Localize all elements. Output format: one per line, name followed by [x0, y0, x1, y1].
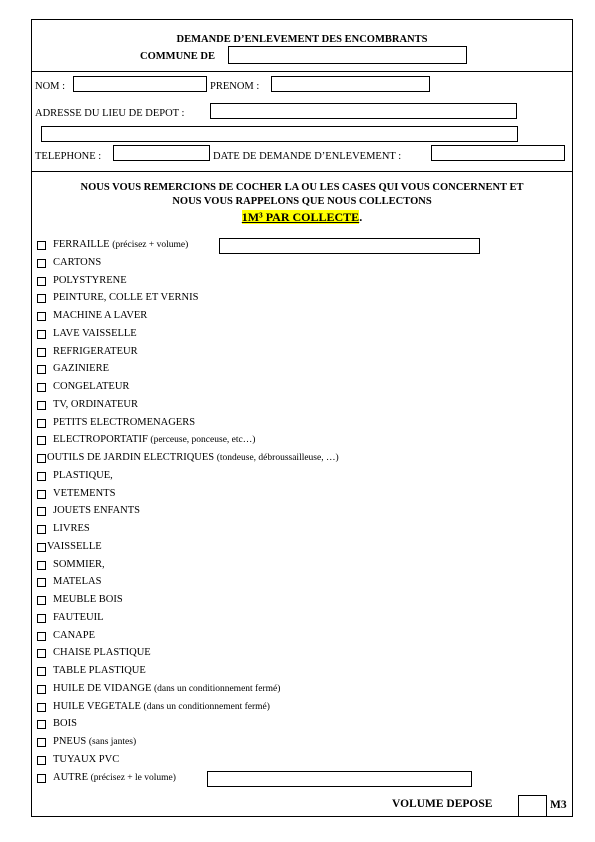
item-note: (perceuse, ponceuse, etc…) — [150, 435, 256, 446]
item-note: (précisez + volume) — [112, 240, 189, 250]
item-label-text: PLASTIQUE, — [53, 469, 113, 481]
item-label — [53, 630, 95, 641]
item-label — [53, 363, 109, 374]
item-label — [53, 381, 129, 392]
item-note: (dans un conditionnement fermé) — [154, 683, 281, 694]
item-label-text: AUTRE — [53, 771, 88, 783]
form-title: DEMANDE D’ENLEVEMENT DES ENCOMBRANTS — [176, 34, 428, 45]
identity-divider — [31, 171, 573, 172]
telephone-label: TELEPHONE : — [35, 151, 102, 162]
date-field[interactable] — [431, 145, 565, 161]
item-label-text: SOMMIER, — [53, 558, 105, 570]
item-label — [53, 683, 280, 694]
item-checkbox[interactable] — [37, 401, 46, 410]
item-checkbox[interactable] — [37, 490, 46, 499]
item-label — [53, 505, 140, 516]
item-label-text: CONGELATEUR — [53, 381, 130, 392]
collection-limit — [31, 210, 573, 225]
item-label — [53, 772, 176, 783]
item-label-text: LAVE VAISSELLE — [53, 327, 137, 339]
item-label — [53, 470, 113, 481]
item-checkbox[interactable] — [37, 543, 46, 552]
item-label — [53, 275, 127, 286]
item-label — [53, 559, 105, 570]
item-label — [53, 523, 90, 534]
item-label-text: GAZINIERE — [53, 363, 109, 375]
item-checkbox[interactable] — [37, 259, 46, 268]
item-checkbox[interactable] — [37, 383, 46, 392]
item-label-text: CANAPE — [53, 629, 96, 641]
item-label-text: TV, ORDINATEUR — [53, 398, 138, 410]
item-checkbox[interactable] — [37, 472, 46, 481]
item-checkbox[interactable] — [37, 277, 46, 286]
item-label — [53, 754, 119, 765]
instructions-line2: NOUS VOUS RAPPELONS QUE NOUS COLLECTONS — [172, 196, 432, 207]
item-checkbox[interactable] — [37, 436, 46, 445]
item-checkbox[interactable] — [37, 632, 46, 641]
item-label-text: PETITS ELECTROMENAGERS — [53, 416, 196, 428]
item-checkbox[interactable] — [37, 241, 46, 250]
item-label — [53, 488, 115, 499]
item-checkbox[interactable] — [37, 685, 46, 694]
item-label-text: FAUTEUIL — [53, 611, 104, 623]
item-checkbox[interactable] — [37, 596, 46, 605]
collection-limit-period: . — [359, 210, 363, 224]
item-checkbox[interactable] — [37, 578, 46, 587]
volume-unit: M3 — [550, 799, 567, 811]
item-label-text: CHAISE PLASTIQUE — [53, 647, 151, 659]
item-checkbox[interactable] — [37, 667, 46, 676]
item-label-text: POLYSTYRENE — [53, 274, 127, 286]
item-label-text: VAISSELLE — [47, 540, 102, 552]
item-note: (sans jantes) — [88, 737, 137, 747]
item-label — [53, 328, 137, 339]
commune-label: COMMUNE DE — [140, 51, 215, 62]
item-label — [47, 541, 102, 552]
item-checkbox[interactable] — [37, 454, 46, 463]
item-checkbox[interactable] — [37, 703, 46, 712]
item-checkbox[interactable] — [37, 649, 46, 658]
item-note: (précisez + le volume) — [90, 772, 176, 783]
item-label — [53, 736, 136, 747]
item-label-text: PNEUS — [53, 736, 87, 747]
item-label-text: FERRAILLE — [53, 239, 110, 250]
item-label — [53, 399, 138, 410]
item-label-text: PEINTURE, COLLE ET VERNIS — [53, 292, 199, 304]
item-label — [53, 346, 138, 357]
item-label-text: TABLE PLASTIQUE — [53, 665, 146, 676]
item-label-text: MEUBLE BOIS — [53, 594, 123, 605]
item-label-text: REFRIGERATEUR — [53, 345, 138, 357]
item-checkbox[interactable] — [37, 348, 46, 357]
item-detail-field[interactable] — [219, 238, 480, 254]
item-detail-field[interactable] — [207, 771, 472, 787]
item-label-text: BOIS — [53, 718, 77, 730]
item-note: (tondeuse, débroussailleuse, …) — [216, 453, 339, 463]
volume-field[interactable] — [518, 795, 547, 817]
item-checkbox[interactable] — [37, 756, 46, 765]
instructions-line1: NOUS VOUS REMERCIONS DE COCHER LA OU LES CASES QUI VOUS CONCERNENT ET — [80, 182, 524, 193]
item-label — [53, 257, 101, 268]
item-checkbox[interactable] — [37, 419, 46, 428]
prenom-field[interactable] — [271, 76, 430, 92]
item-label — [53, 647, 151, 658]
item-label — [53, 239, 188, 250]
commune-field[interactable] — [228, 46, 467, 64]
telephone-field[interactable] — [113, 145, 210, 161]
adresse-field[interactable] — [210, 103, 517, 119]
item-label — [53, 665, 146, 676]
collection-limit-highlight: 1M³ PAR COLLECTE — [241, 210, 360, 224]
item-label — [53, 701, 270, 712]
item-label-text: LIVRES — [53, 523, 90, 534]
item-label — [53, 434, 255, 445]
item-label — [53, 612, 104, 623]
nom-label: NOM : — [35, 81, 66, 92]
item-checkbox[interactable] — [37, 774, 46, 783]
item-label — [53, 718, 77, 729]
item-checkbox[interactable] — [37, 614, 46, 623]
item-label-text: HUILE VEGETALE — [53, 700, 141, 712]
item-checkbox[interactable] — [37, 294, 46, 303]
item-label-text: OUTILS DE JARDIN ELECTRIQUES — [47, 452, 215, 463]
header-divider — [31, 71, 573, 72]
item-checkbox[interactable] — [37, 330, 46, 339]
item-checkbox[interactable] — [37, 720, 46, 729]
item-label — [53, 310, 147, 321]
item-label-text: ELECTROPORTATIF — [53, 434, 148, 446]
item-note: (dans un conditionnement fermé) — [143, 701, 270, 712]
item-label — [53, 292, 198, 303]
volume-label: VOLUME DEPOSE — [392, 798, 493, 810]
item-label-text: JOUETS ENFANTS — [53, 505, 141, 517]
nom-field[interactable] — [73, 76, 207, 92]
item-checkbox[interactable] — [37, 525, 46, 534]
item-label-text: MACHINE A LAVER — [53, 310, 148, 321]
item-label-text: CARTONS — [53, 256, 102, 268]
item-label — [53, 417, 195, 428]
item-label-text: TUYAUX PVC — [53, 753, 120, 765]
date-label: DATE DE DEMANDE D’ENLEVEMENT : — [213, 151, 402, 162]
item-checkbox[interactable] — [37, 312, 46, 321]
item-label-text: VETEMENTS — [53, 487, 116, 499]
item-checkbox[interactable] — [37, 507, 46, 516]
item-checkbox[interactable] — [37, 561, 46, 570]
adresse-field-line2[interactable] — [41, 126, 518, 142]
item-label — [53, 576, 101, 587]
adresse-label: ADRESSE DU LIEU DE DEPOT : — [35, 108, 185, 119]
item-checkbox[interactable] — [37, 365, 46, 374]
item-label — [47, 452, 339, 463]
item-label — [53, 594, 123, 605]
item-checkbox[interactable] — [37, 738, 46, 747]
item-label-text: MATELAS — [53, 576, 102, 588]
prenom-label: PRENOM : — [210, 81, 260, 92]
item-label-text: HUILE DE VIDANGE — [53, 682, 152, 694]
